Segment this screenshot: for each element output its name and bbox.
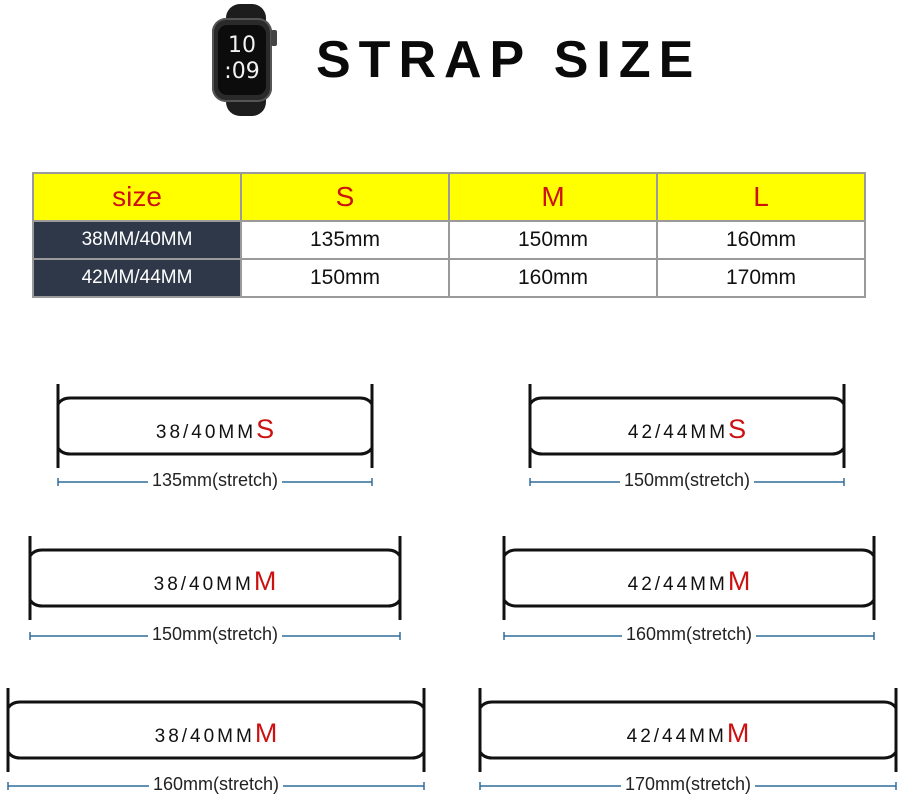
header (0, 0, 904, 130)
watch-screen (218, 25, 266, 95)
band-size-letter: S (256, 414, 275, 444)
watch-crown (271, 30, 277, 46)
watch-minutes: :09 (224, 59, 260, 84)
band-size-letter: M (726, 718, 750, 748)
row-label: 38MM/40MM (33, 221, 241, 259)
band-diagram (528, 384, 846, 492)
table-cell: 150mm (449, 221, 657, 259)
apple-watch-icon (208, 4, 278, 116)
band-label (478, 718, 898, 749)
band-length (478, 774, 898, 795)
band-diagram (478, 688, 898, 798)
table-cell: 160mm (449, 259, 657, 297)
band-length-text: 160mm(stretch) (149, 774, 283, 794)
band-model: 42/44MM (626, 726, 727, 747)
table-cell: 160mm (657, 221, 865, 259)
band-length (502, 624, 876, 645)
band-length-text: 170mm(stretch) (621, 774, 755, 794)
band-model: 38/40MM (153, 574, 254, 595)
band-length-text: 135mm(stretch) (148, 470, 282, 490)
header-cell: S (241, 173, 449, 221)
watch-hours: 10 (228, 33, 256, 58)
size-table (32, 172, 866, 298)
band-length (56, 470, 374, 491)
band-length-text: 150mm(stretch) (620, 470, 754, 490)
band-length-text: 150mm(stretch) (148, 624, 282, 644)
band-size-letter: S (728, 414, 747, 444)
band-label (6, 718, 426, 749)
band-label (528, 414, 846, 445)
band-model: 38/40MM (154, 726, 255, 747)
header-cell: size (33, 173, 241, 221)
band-diagram (502, 536, 876, 648)
band-size-letter: M (254, 718, 278, 748)
table-cell: 135mm (241, 221, 449, 259)
band-label (502, 566, 876, 597)
band-model: 38/40MM (155, 422, 257, 443)
table-cell: 170mm (657, 259, 865, 297)
row-label: 42MM/44MM (33, 259, 241, 297)
table-cell: 150mm (241, 259, 449, 297)
band-size-letter: M (253, 566, 277, 596)
band-label (56, 414, 374, 445)
band-diagram (6, 688, 426, 798)
header-cell: L (657, 173, 865, 221)
band-diagram (56, 384, 374, 492)
band-model: 42/44MM (627, 422, 729, 443)
table-header-row (33, 173, 865, 221)
band-model: 42/44MM (627, 574, 728, 595)
band-size-letter: M (727, 566, 751, 596)
page-title: STRAP SIZE (316, 31, 702, 89)
band-length (28, 624, 402, 645)
band-label (28, 566, 402, 597)
band-length (6, 774, 426, 795)
band-diagram (28, 536, 402, 648)
header-cell: M (449, 173, 657, 221)
table-row (33, 259, 865, 297)
band-length-text: 160mm(stretch) (622, 624, 756, 644)
table-row (33, 221, 865, 259)
band-length (528, 470, 846, 491)
